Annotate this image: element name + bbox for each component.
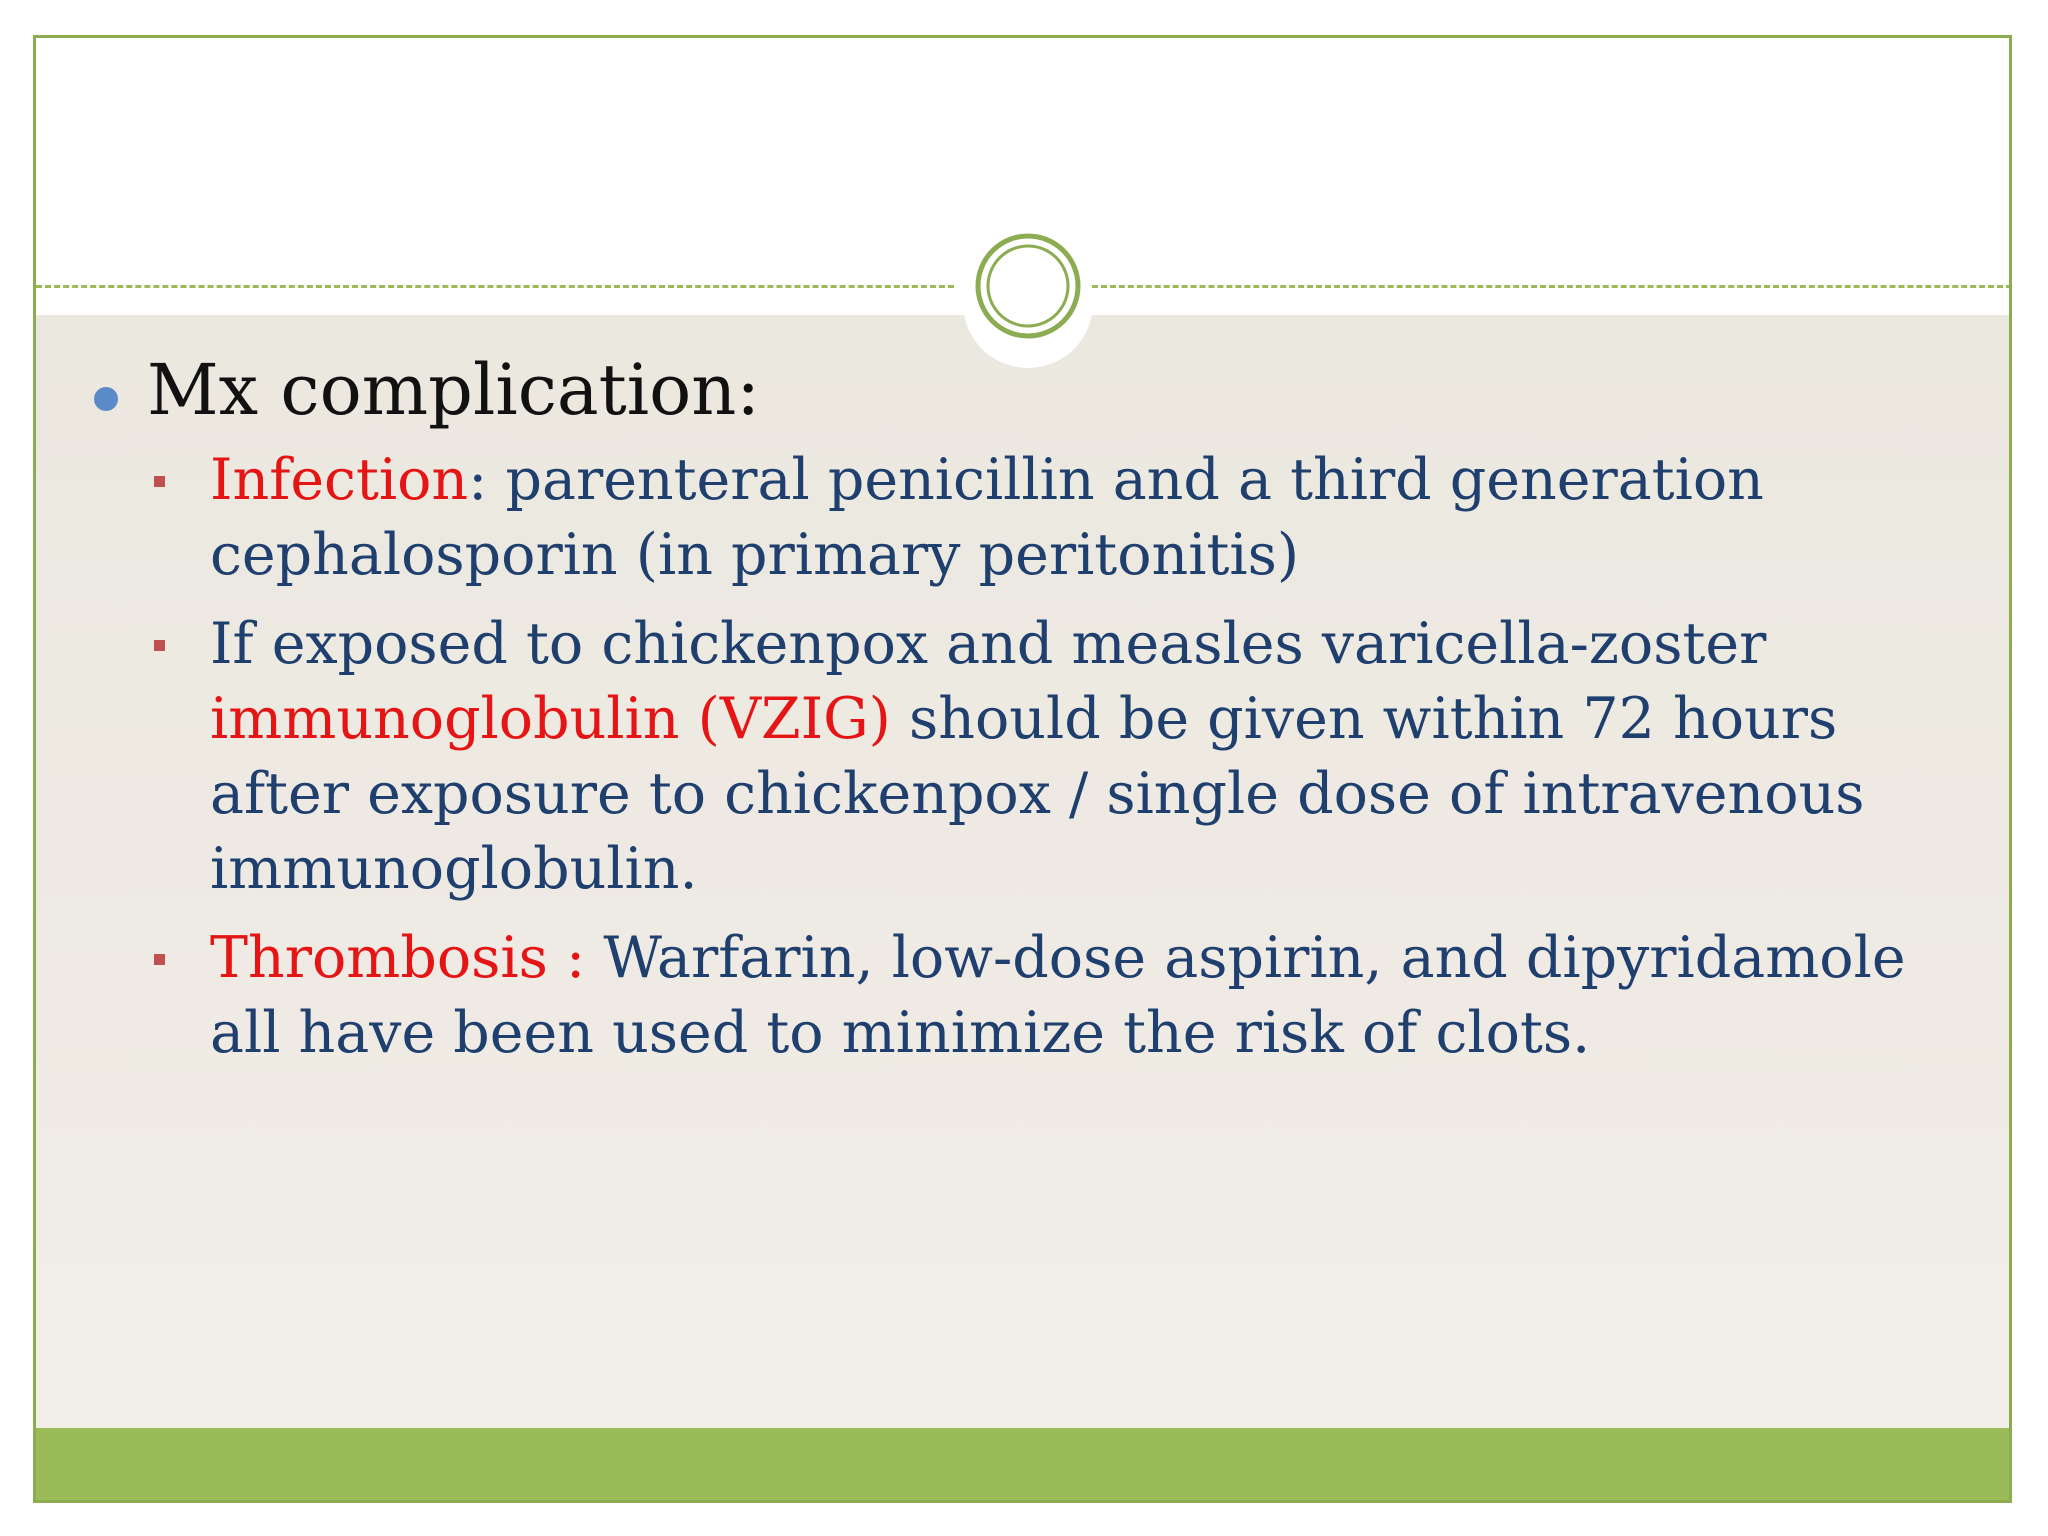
bottom-accent-bar bbox=[36, 1428, 2009, 1500]
slide-body bbox=[62, 345, 1942, 1085]
bullet-lead-infection: Infection bbox=[210, 447, 469, 513]
bullet-text-chickenpox-before: If exposed to chickenpox and measles varicella-zoster bbox=[210, 611, 1767, 677]
slide-heading: Mx complication: bbox=[147, 349, 760, 431]
bullet-highlight-vzig: immunoglobulin (VZIG) bbox=[210, 686, 891, 752]
square-bullet-icon bbox=[154, 640, 165, 651]
bullet-text-infection: : parenteral penicillin and a third generation cephalosporin (in primary peritonitis) bbox=[210, 447, 1764, 588]
dashed-divider-right bbox=[1092, 285, 2012, 288]
bullet-chickenpox bbox=[62, 607, 1942, 907]
double-ring-ornament-icon bbox=[973, 231, 1083, 341]
square-bullet-icon bbox=[154, 476, 165, 487]
bullet-level1 bbox=[62, 345, 1942, 435]
square-bullet-icon bbox=[154, 954, 165, 965]
circle-bullet-icon bbox=[94, 387, 118, 411]
bullet-lead-thrombosis: Thrombosis : bbox=[210, 925, 586, 991]
bullet-thrombosis bbox=[62, 921, 1942, 1071]
bullet-text-thrombosis: Warfarin, low-dose aspirin, and dipyridamole all have been used to minimize the risk of clots. bbox=[210, 925, 1906, 1066]
bullet-infection bbox=[62, 443, 1942, 593]
dashed-divider-left bbox=[36, 285, 954, 288]
bullet-text-chickenpox-after: should be given within 72 hours after exposure to chickenpox / single dose of intravenous immunoglobulin. bbox=[210, 686, 1865, 902]
